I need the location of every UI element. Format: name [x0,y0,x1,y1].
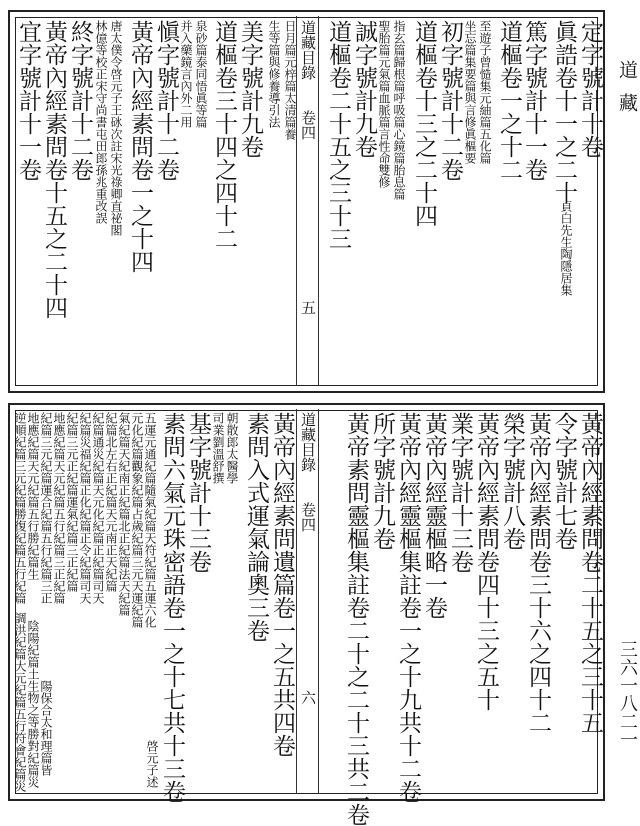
top-col-16: 日月篇元梓篇太清篇養 [283,20,297,140]
bottom-col-25: 紀篇災福紀篇正化紀篇正令紀篇司天 [78,412,92,604]
top-col-18: 美字號計九卷 [237,20,263,158]
bottom-col-8: 所字號計九卷 [369,412,395,550]
top-col-28: 宜字號計十一卷 [15,20,41,181]
top-fold-page: 五 [299,300,317,315]
top-fold-rule-left [296,16,297,386]
top-col-23: 黃帝內經素問卷一之十四 [127,20,153,273]
top-col-17: 生等篇與修養導引法 [267,20,281,128]
bottom-col-21: 元化紀篇觀象紀篇占歲紀篇三元天運紀篇 [130,412,144,628]
bottom-fold-rule-right [318,409,319,794]
top-col-24: 唐太僕令啓元子王砯次註宋光祿卿直祕閣 [109,20,123,236]
top-fold-title: 道藏目錄 [299,20,317,80]
top-col-19: 道樞卷三十四之四十二 [211,20,237,250]
top-col-26: 終字號計十二卷 [67,20,93,181]
top-col-9: 指玄篇歸根篇呼吸篇心鏡篇胎息篇 [392,20,406,200]
top-col-20: 泉砂篇泰同悟眞等篇 [194,20,208,128]
bottom-col-17: 基字號計十三卷 [185,412,211,573]
top-col-0: 定字號計十卷 [577,20,603,158]
bottom-col-20: 五運元通紀篇隨氣紀篇天符紀篇五運六化 [143,412,157,628]
bottom-col-4: 黃帝內經素問卷四十三之五十 [473,412,499,711]
bottom-col-15: 朝散郎太醫學 [225,412,239,484]
top-col-2: 貞白先生陶隱居集 [559,200,573,296]
top-col-8: 道樞卷十三之二十四 [411,20,437,227]
top-col-6: 坐忘篇集要篇與言修眞樞要 [463,20,477,164]
bottom-col-14: 素問入式運氣論奧三卷 [243,412,269,642]
bottom-col-30: 逆順紀篇三元紀篇勝復紀篇五行紀篇 [13,412,27,604]
top-col-7: 初字號計十二卷 [437,20,463,181]
bottom-col-31: 調洪紀篇大元紀篇五行符會紀篇災 [13,612,27,792]
bottom-col-16: 司業劉溫舒撰 [211,412,225,484]
top-col-1: 眞誥卷十一之二十 [551,20,577,204]
margin-page-number: 三六一八二一 [617,640,638,748]
bottom-col-28: 紀篇三元紀篇運合紀篇五行紀篇三正 [39,412,53,604]
bottom-col-27: 地應紀篇天元紀篇五行紀篇三正紀篇 [52,412,66,604]
bottom-col-2: 黃帝內經素問卷三十六之四十二 [525,412,551,734]
bottom-col-7: 黃帝內經靈樞集註卷一之十九共十二卷 [395,412,421,803]
bottom-col-5: 業字號計十三卷 [447,412,473,573]
bottom-col-33: 陽保合太和理篇皆 [39,680,53,776]
bottom-col-19: 啓元子述 [145,740,159,788]
top-col-4: 道樞卷一之十二 [496,20,522,181]
margin-collection-label: 道藏 [616,60,638,126]
top-col-10: 聖胎篇元氣篇血脈篇言性命雙修 [377,20,391,188]
bottom-col-23: 紀篇北左右正紀篇天元南正天紀篇 [104,412,118,592]
bottom-fold-rule-left [296,409,297,794]
bottom-col-18: 素問六氣元珠密語卷一之十七共十三卷 [159,412,185,803]
bottom-fold-title: 道藏目錄 [299,412,317,472]
bottom-col-24: 紀篇通災紀篇天元化紀篇正紀篇司天 [91,412,105,604]
bottom-col-29: 地應紀篇天元紀篇五行勝紀篇生 [26,412,40,580]
top-fold-rule-right [318,16,319,386]
top-fold-volume: 卷四 [299,110,317,140]
top-col-22: 愼字號計十二卷 [153,20,179,181]
bottom-fold-volume: 卷四 [299,502,317,532]
bottom-col-6: 黃帝內經靈樞略一卷 [421,412,447,619]
top-col-21: 并入藥鏡言內外二用 [179,20,193,128]
top-col-12: 道樞卷二十五之三十三 [325,20,351,250]
top-col-27: 黃帝內經素問卷十五之二十四 [41,20,67,319]
bottom-col-26: 紀篇三元正紀篇運氣紀篇三正紀篇 [65,412,79,592]
bottom-col-22: 氣紀篇天紀南正紀篇北正紀篇法天紀篇 [117,412,131,616]
bottom-col-0: 黃帝內經素問卷二十五之三十五 [577,412,603,734]
top-col-25: 林億等校正宋守尚書屯田郎孫兆重改誤 [94,20,108,224]
bottom-col-3: 榮字號計八卷 [499,412,525,550]
bottom-col-32: 陰陽紀篇土生物之等勝對紀篇災 [26,620,40,788]
bottom-fold-page: 六 [299,690,317,705]
top-col-11: 誠字號計九卷 [351,20,377,158]
top-col-5: 至遊子曾慥集元紬篇五化篇 [478,20,492,164]
bottom-col-9: 黃帝素問靈樞集註卷二十之二十三共二卷 [343,412,369,826]
bottom-col-1: 令字號計七卷 [551,412,577,550]
bottom-col-13: 黃帝內經素問遺篇卷一之五共四卷 [269,412,295,757]
top-col-3: 篤字號計十一卷 [521,20,547,181]
